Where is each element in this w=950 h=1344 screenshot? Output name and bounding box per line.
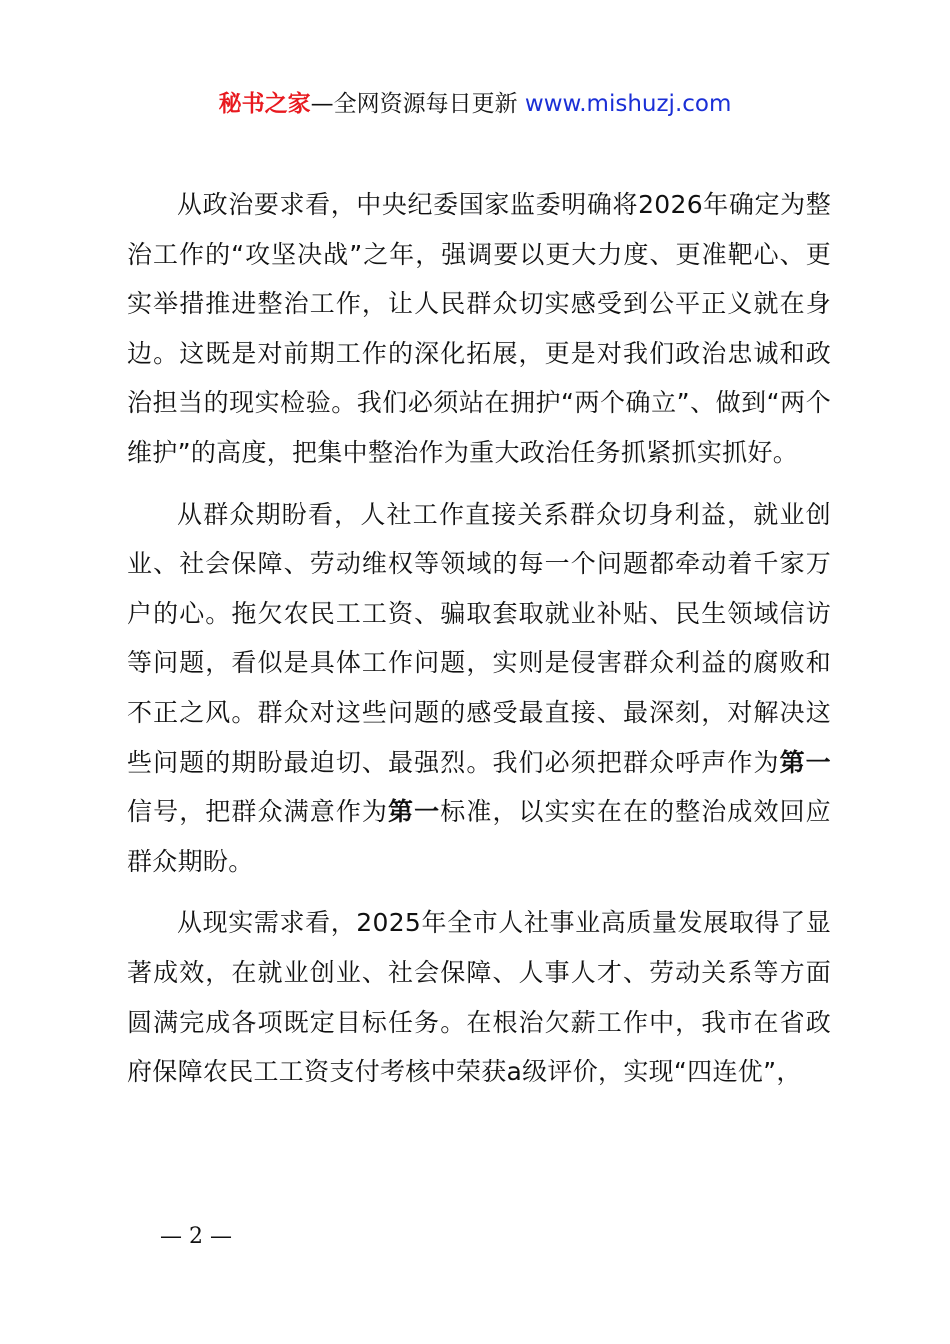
site-url-link[interactable]: www.mishuzj.com [524,91,732,117]
paragraph-practical-needs: 从现实需求看，2025年全市人社事业高质量发展取得了显著成效，在就业创业、社会保障、人事人才、劳动关系等方面圆满完成各项既定目标任务。在根治欠薪工作中，我市在省政府保障农民工工资支付考核中荣获a级评价，实现“四连优”， [127,908,831,1087]
emphasis-text: 第一 [388,797,441,827]
paragraph-text-segment: 从群众期盼看，人社工作直接关系群众切身利益，就业创业、社会保障、劳动维权等领域的每一个问题都牵动着千家万户的心。拖欠农民工工资、骗取套取就业补贴、民生领域信访等问题，看似是具体工作问题，实则是侵害群众利益的腐败和不正之风。群众对这些问题的感受最直接、最深刻，对解决这些问题的期盼最迫切、最强烈。我们必须把群众呼声作为 [127,499,831,777]
paragraph-political-requirements: 从政治要求看，中央纪委国家监委明确将2026年确定为整治工作的“攻坚决战”之年，强调要以更大力度、更准靶心、更实举措推进整治工作，让人民群众切实感受到公平正义就在身边。这既是对前期工作的深化拓展，更是对我们政治忠诚和政治担当的现实检验。我们必须站在拥护“两个确立”、做到“两个维护”的高度，把集中整治作为重大政治任务抓紧抓实抓好。 [127,190,831,467]
paragraph-text-segment: 信号，把群众满意作为 [127,797,389,827]
document-body [127,180,831,1109]
header-slogan: —全网资源每日更新 [310,91,525,117]
brand-name: 秘书之家 [218,91,311,117]
paragraph-public-expectations [127,490,831,887]
emphasis-text: 第一 [779,747,831,777]
site-header [0,86,950,122]
paragraph-text-segment: 标准，以实实在在的整治成效回应群众期盼。 [127,797,831,876]
page-number: — 2 — [160,1224,232,1249]
